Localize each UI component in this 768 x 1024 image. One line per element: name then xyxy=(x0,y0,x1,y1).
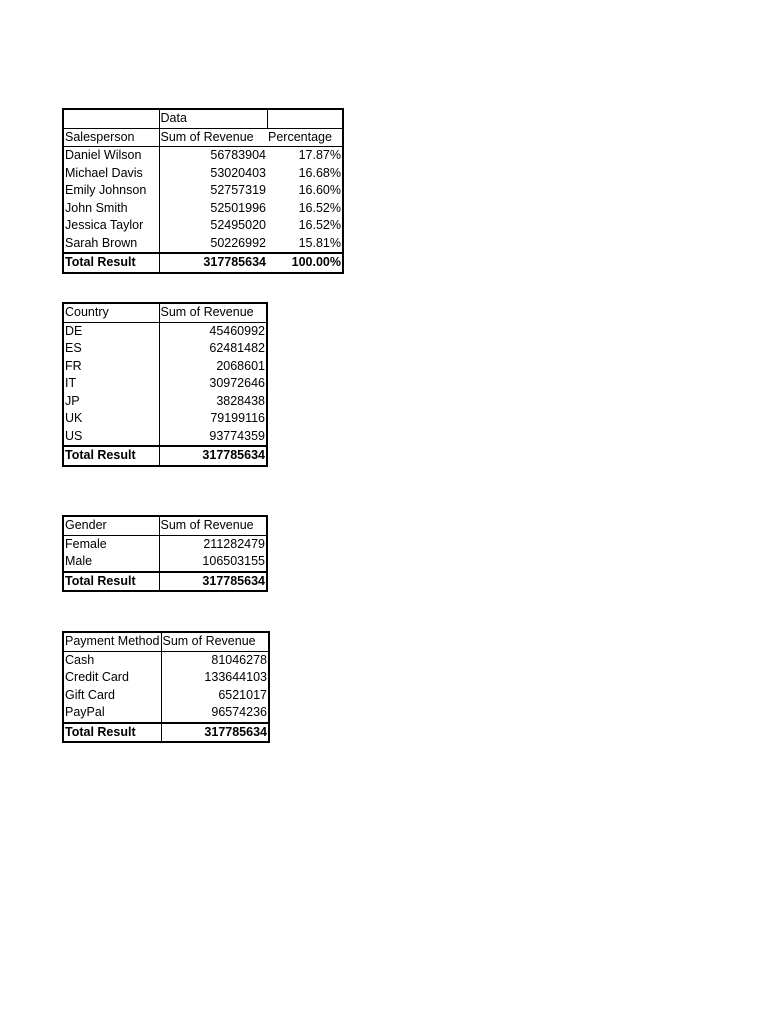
salesperson-pivot-table xyxy=(62,108,344,274)
gender-cell[interactable]: Male xyxy=(63,553,159,572)
header-row xyxy=(63,128,343,147)
table-row xyxy=(63,217,343,235)
empty-cell[interactable] xyxy=(63,109,159,128)
revenue-cell[interactable]: 96574236 xyxy=(211,705,267,719)
revenue-cell[interactable]: 106503155 xyxy=(202,554,265,568)
table-row xyxy=(63,322,267,340)
country-pivot-table xyxy=(62,302,268,467)
salesperson-cell[interactable]: John Smith xyxy=(63,200,159,218)
total-row xyxy=(63,572,267,592)
country-cell[interactable]: FR xyxy=(63,358,159,376)
percentage-cell[interactable]: 15.81% xyxy=(298,235,341,250)
total-label-cell[interactable]: Total Result xyxy=(63,446,159,466)
table-row xyxy=(63,428,267,447)
table-row xyxy=(63,200,343,218)
table-row xyxy=(63,393,267,411)
revenue-cell[interactable]: 53020403 xyxy=(210,165,266,180)
total-revenue-cell[interactable]: 317785634 xyxy=(161,723,269,743)
total-row xyxy=(63,446,267,466)
header-row xyxy=(63,632,269,651)
country-cell[interactable]: DE xyxy=(63,322,159,340)
payment-method-cell[interactable]: PayPal xyxy=(63,704,161,723)
total-revenue-cell[interactable]: 317785634 xyxy=(159,446,267,466)
table-row xyxy=(63,535,267,553)
salesperson-cell[interactable]: Jessica Taylor xyxy=(63,217,159,235)
revenue-cell[interactable]: 30972646 xyxy=(209,376,265,390)
salesperson-header[interactable]: Salesperson xyxy=(63,128,159,147)
table-row xyxy=(63,165,343,183)
header-row xyxy=(63,303,267,322)
table-row xyxy=(63,182,343,200)
table-row xyxy=(63,669,269,687)
revenue-cell[interactable]: 52757319 xyxy=(210,183,266,197)
revenue-cell[interactable]: 50226992 xyxy=(210,235,266,250)
country-cell[interactable]: US xyxy=(63,428,159,447)
revenue-cell[interactable]: 79199116 xyxy=(210,411,265,425)
percentage-cell[interactable]: 16.52% xyxy=(298,218,341,232)
salesperson-cell[interactable]: Michael Davis xyxy=(63,165,159,183)
salesperson-cell[interactable]: Emily Johnson xyxy=(63,182,159,200)
table-row xyxy=(63,340,267,358)
country-cell[interactable]: JP xyxy=(63,393,159,411)
revenue-cell[interactable]: 62481482 xyxy=(209,341,265,355)
header-row xyxy=(63,516,267,535)
salesperson-cell[interactable]: Daniel Wilson xyxy=(63,147,159,165)
empty-cell[interactable] xyxy=(267,109,343,128)
revenue-cell[interactable]: 81046278 xyxy=(211,652,267,667)
table-row xyxy=(63,147,343,165)
table-row xyxy=(63,235,343,254)
total-label-cell[interactable]: Total Result xyxy=(63,723,161,743)
total-row xyxy=(63,723,269,743)
percentage-cell[interactable]: 16.52% xyxy=(298,200,341,215)
sum-of-revenue-header[interactable]: Sum of Revenue xyxy=(159,128,267,147)
gender-header[interactable]: Gender xyxy=(63,516,159,535)
revenue-cell[interactable]: 52495020 xyxy=(210,218,266,232)
sum-of-revenue-header[interactable]: Sum of Revenue xyxy=(159,303,267,322)
payment-method-pivot-table xyxy=(62,631,270,743)
percentage-cell[interactable]: 16.68% xyxy=(298,165,341,180)
data-field-row xyxy=(63,109,343,128)
percentage-cell[interactable]: 16.60% xyxy=(298,183,341,197)
revenue-cell[interactable]: 6521017 xyxy=(218,687,267,702)
revenue-cell[interactable]: 2068601 xyxy=(216,358,265,373)
revenue-cell[interactable]: 3828438 xyxy=(216,393,265,408)
percentage-header[interactable]: Percentage xyxy=(267,128,343,147)
total-row xyxy=(63,253,343,273)
table-row xyxy=(63,553,267,572)
salesperson-cell[interactable]: Sarah Brown xyxy=(63,235,159,254)
country-header[interactable]: Country xyxy=(63,303,159,322)
revenue-cell[interactable]: 52501996 xyxy=(210,200,266,215)
revenue-cell[interactable]: 45460992 xyxy=(209,323,265,338)
table-row xyxy=(63,375,267,393)
total-label-cell[interactable]: Total Result xyxy=(63,253,159,273)
payment-method-cell[interactable]: Cash xyxy=(63,651,161,669)
revenue-cell[interactable]: 133644103 xyxy=(204,670,267,684)
payment-method-cell[interactable]: Gift Card xyxy=(63,687,161,705)
data-label-cell[interactable]: Data xyxy=(159,109,267,128)
table-row xyxy=(63,358,267,376)
total-revenue-cell[interactable]: 317785634 xyxy=(159,253,267,273)
table-row xyxy=(63,704,269,723)
total-percentage-cell[interactable]: 100.00% xyxy=(267,253,343,273)
total-revenue-cell[interactable]: 317785634 xyxy=(159,572,267,592)
country-cell[interactable]: UK xyxy=(63,410,159,428)
payment-method-cell[interactable]: Credit Card xyxy=(63,669,161,687)
table-row xyxy=(63,410,267,428)
total-label-cell[interactable]: Total Result xyxy=(63,572,159,592)
sum-of-revenue-header[interactable]: Sum of Revenue xyxy=(159,516,267,535)
table-row xyxy=(63,651,269,669)
sum-of-revenue-header[interactable]: Sum of Revenue xyxy=(161,632,269,651)
table-row xyxy=(63,687,269,705)
gender-pivot-table xyxy=(62,515,268,592)
payment-method-header[interactable]: Payment Method xyxy=(63,632,161,651)
gender-cell[interactable]: Female xyxy=(63,535,159,553)
revenue-cell[interactable]: 56783904 xyxy=(210,148,266,162)
country-cell[interactable]: ES xyxy=(63,340,159,358)
revenue-cell[interactable]: 211282479 xyxy=(203,536,265,551)
revenue-cell[interactable]: 93774359 xyxy=(209,428,265,443)
percentage-cell[interactable]: 17.87% xyxy=(298,148,341,162)
country-cell[interactable]: IT xyxy=(63,375,159,393)
